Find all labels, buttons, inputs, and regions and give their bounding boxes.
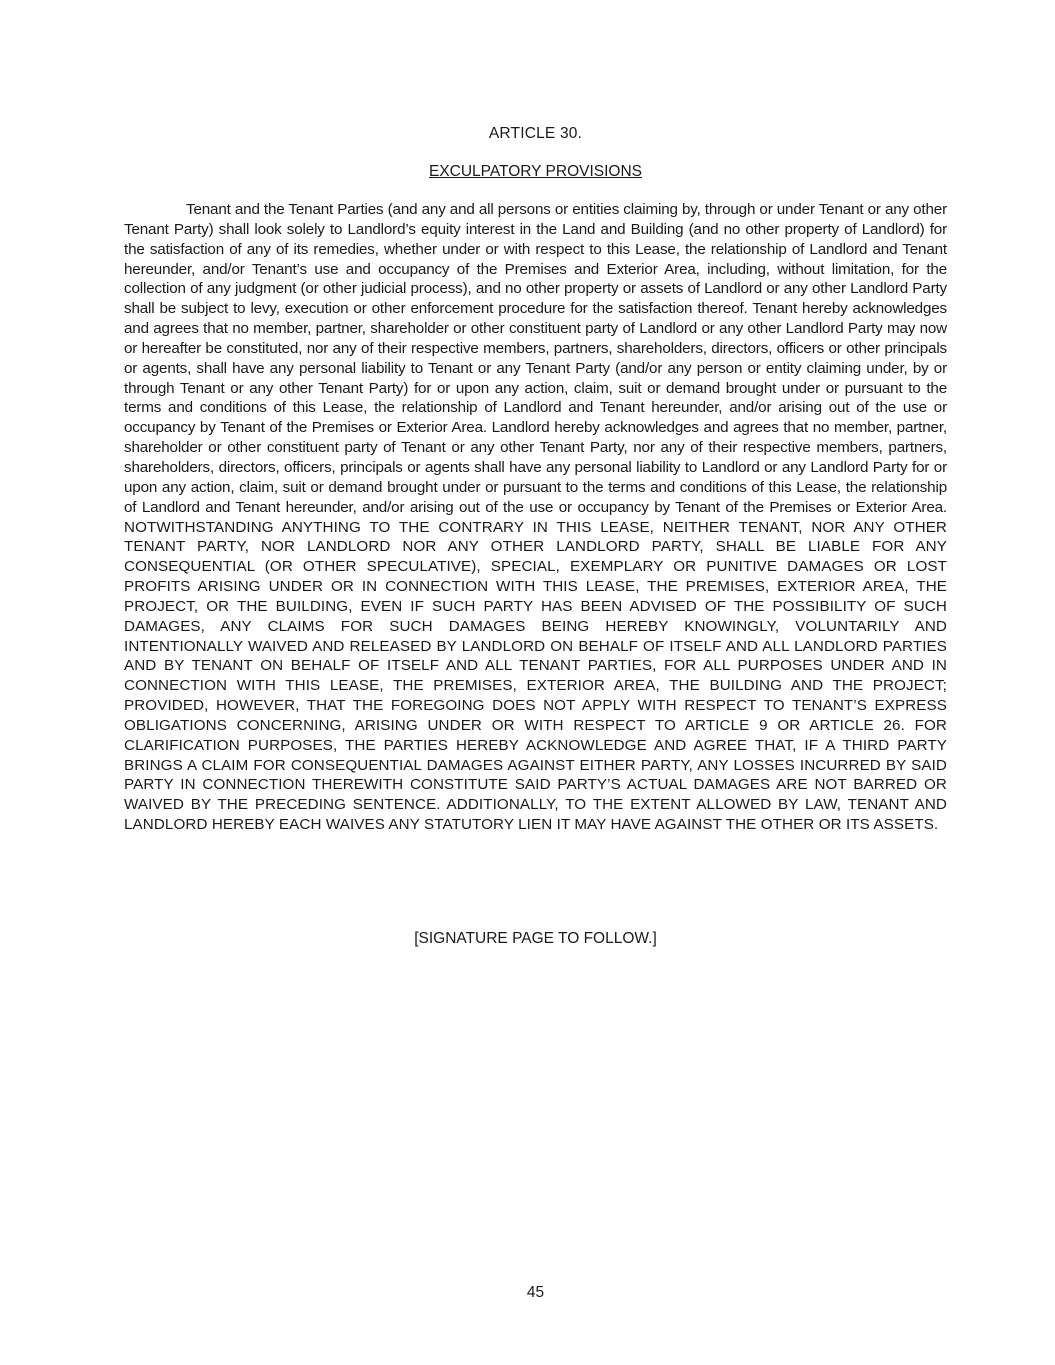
article-number: ARTICLE 30. (488, 125, 583, 142)
article-body-paragraph (124, 200, 947, 835)
body-text-caps: NOTWITHSTANDING ANYTHING TO THE CONTRARY IN THIS LEASE, NEITHER TENANT, NOR ANY OTHER TENANT PARTY, NOR LANDLORD NOR ANY OTHER LANDLORD PARTY, SHALL BE LIABLE FOR ANY CONSEQUENTIAL (OR OTHER SPECULATIVE), SPECIAL, EXEMPLARY OR PUNITIVE DAMAGES OR LOST PROFITS ARISING UNDER OR IN CONNECTION WITH THIS LEASE, THE PREMISES, EXTERIOR AREA, THE PROJECT, OR THE BUILDING, EVEN IF SUCH PARTY HAS BEEN ADVISED OF THE POSSIBILITY OF SUCH DAMAGES, ANY CLAIMS FOR SUCH DAMAGES BEING HEREBY KNOWINGLY, VOLUNTARILY AND INTENTIONALLY WAIVED AND RELEASED BY LANDLORD ON BEHALF OF ITSELF AND ALL LANDLORD PARTIES AND BY TENANT ON BEHALF OF ITSELF AND ALL TENANT PARTIES, FOR ALL PURPOSES UNDER AND IN CONNECTION WITH THIS LEASE, THE PREMISES, EXTERIOR AREA, THE BUILDING AND THE PROJECT; PROVIDED, HOWEVER, THAT THE FOREGOING DOES NOT APPLY WITH RESPECT TO TENANT’S EXPRESS OBLIGATIONS CONCERNING, ARISING UNDER OR WITH RESPECT TO ARTICLE 9 OR ARTICLE 26. FOR CLARIFICATION PURPOSES, THE PARTIES HEREBY ACKNOWLEDGE AND AGREE THAT, IF A THIRD PARTY BRINGS A CLAIM FOR CONSEQUENTIAL DAMAGES AGAINST EITHER PARTY, ANY LOSSES INCURRED BY SAID PARTY IN CONNECTION THEREWITH CONSTITUTE SAID PARTY’S ACTUAL DAMAGES ARE NOT BARRED OR WAIVED BY THE PRECEDING SENTENCE. ADDITIONALLY, TO THE EXTENT ALLOWED BY LAW, TENANT AND LANDLORD HEREBY EACH WAIVES ANY STATUTORY LIEN IT MAY HAVE AGAINST THE OTHER OR ITS ASSETS. (124, 518, 947, 834)
signature-page-note: [SIGNATURE PAGE TO FOLLOW.] (414, 930, 657, 947)
article-title: EXCULPATORY PROVISIONS (428, 163, 643, 180)
body-text-normal: Tenant and the Tenant Parties (and any and all persons or entities claiming by, through or under Tenant or any other Tenant Party) shall look solely to Landlord’s equity interest in the Land and Building (and no other property of Landlord) for the satisfaction of any of its remedies, whether under or with respect to this Lease, the relationship of Landlord and Tenant hereunder, and/or Tenant’s use and occupancy of the Premises and Exterior Area, including, without limitation, for the collection of any judgment (or other judicial process), and no other property or assets of Landlord or any other Landlord Party shall be subject to levy, execution or other enforcement procedure for the satisfaction thereof. Tenant hereby acknowledges and agrees that no member, partner, shareholder or other constituent party of Landlord or any other Landlord Party may now or hereafter be constituted, nor any of their respective members, partners, shareholders, directors, officers or other principals or agents, shall have any personal liability to Tenant or any Tenant Party (and/or any person or entity claiming under, by or through Tenant or any other Tenant Party) for or upon any action, claim, suit or demand brought under or pursuant to the terms and conditions of this Lease, the relationship of Landlord and Tenant hereunder, and/or arising out of the use or occupancy by Tenant of the Premises or Exterior Area. Landlord hereby acknowledges and agrees that no member, partner, shareholder or other constituent party of Tenant or any other Tenant Party, nor any of their respective members, partners, shareholders, directors, officers, principals or agents shall have any personal liability to Landlord or any Landlord Party for or upon any action, claim, suit or demand brought under or pursuant to the terms and conditions of this Lease, the relationship of Landlord and Tenant hereunder, and/or arising out of the use or occupancy by Tenant of the Premises or Exterior Area. (124, 201, 947, 516)
page-number: 45 (526, 1284, 545, 1301)
